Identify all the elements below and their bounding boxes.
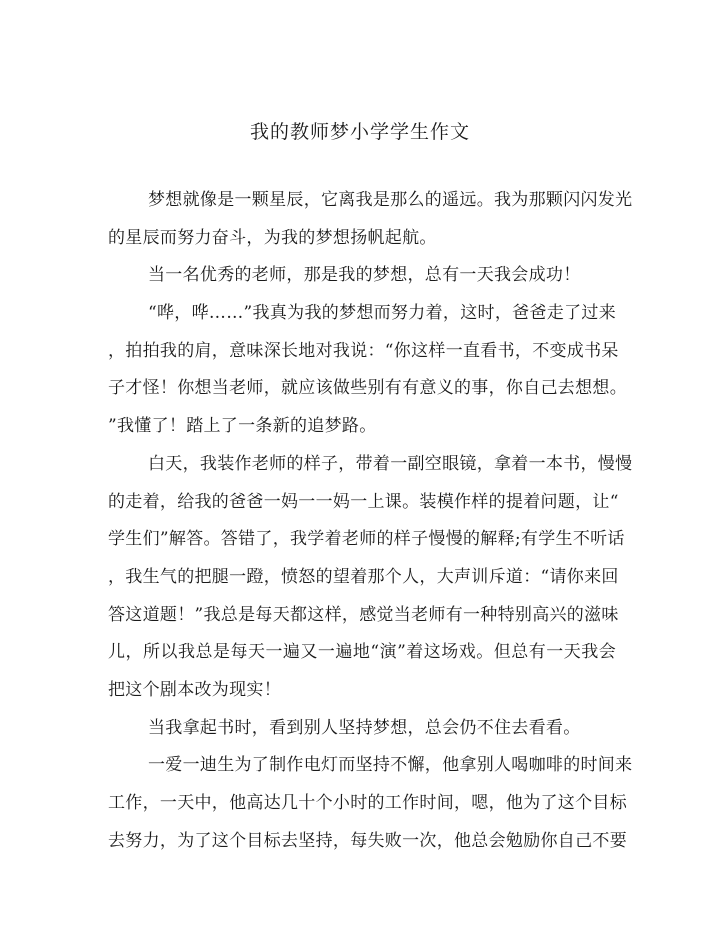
body-line: 一爱一迪生为了制作电灯而坚持不懈，他拿别人喝咖啡的时间来 bbox=[148, 755, 633, 776]
body-line: 梦想就像是一颗星辰，它离我是那么的遥远。我为那颗闪闪发光 bbox=[148, 190, 633, 210]
document-body bbox=[108, 182, 633, 860]
body-line: 的走着，给我的爸爸一妈一一妈一上课。装模作样的提着问题，让“ bbox=[108, 491, 619, 512]
body-line: 当一名优秀的老师，那是我的梦想，总有一天我会成功！ bbox=[148, 265, 581, 286]
document-title: 我的教师梦小学学生作文 bbox=[249, 121, 470, 143]
body-line: 把这个剧本改为现实！ bbox=[108, 679, 281, 700]
body-line: 去努力，为了这个目标去坚持，每失败一次，他总会勉励你自己不要 bbox=[108, 830, 627, 851]
body-line: “哗，哗……”我真为我的梦想而努力着，这时，爸爸走了过来 bbox=[148, 303, 616, 324]
body-line: 的星辰而努力奋斗，为我的梦想扬帆起航。 bbox=[108, 227, 437, 248]
body-line: 工作，一天中，他高达几十个小时的工作时间，嗯，他为了这个目标 bbox=[108, 793, 627, 813]
body-line: ，我生气的把腿一蹬，愤怒的望着那个人，大声训斥道：“请你来回 bbox=[108, 566, 619, 587]
body-line: ，拍拍我的肩，意味深长地对我说：“你这样一直看书，不变成书呆 bbox=[108, 340, 619, 361]
body-line: 学生们”解答。答错了，我学着老师的样子慢慢的解释;有学生不听话 bbox=[108, 529, 625, 550]
body-line: 子才怪！你想当老师，就应该做些别有有意义的事，你自己去想想。 bbox=[108, 378, 627, 399]
body-line: 当我拿起书时，看到别人坚持梦想，总会仍不住去看看。 bbox=[148, 717, 581, 738]
body-line: ”我懂了！踏上了一条新的追梦路。 bbox=[108, 416, 377, 437]
body-line: 答这道题！”我总是每天都这样，感觉当老师有一种特别高兴的滋味 bbox=[108, 604, 619, 625]
body-line: 儿，所以我总是每天一遍又一遍地“演”着这场戏。但总有一天我会 bbox=[108, 642, 616, 663]
body-line: 白天，我装作老师的样子，带着一副空眼镜，拿着一本书，慢慢 bbox=[148, 453, 633, 474]
